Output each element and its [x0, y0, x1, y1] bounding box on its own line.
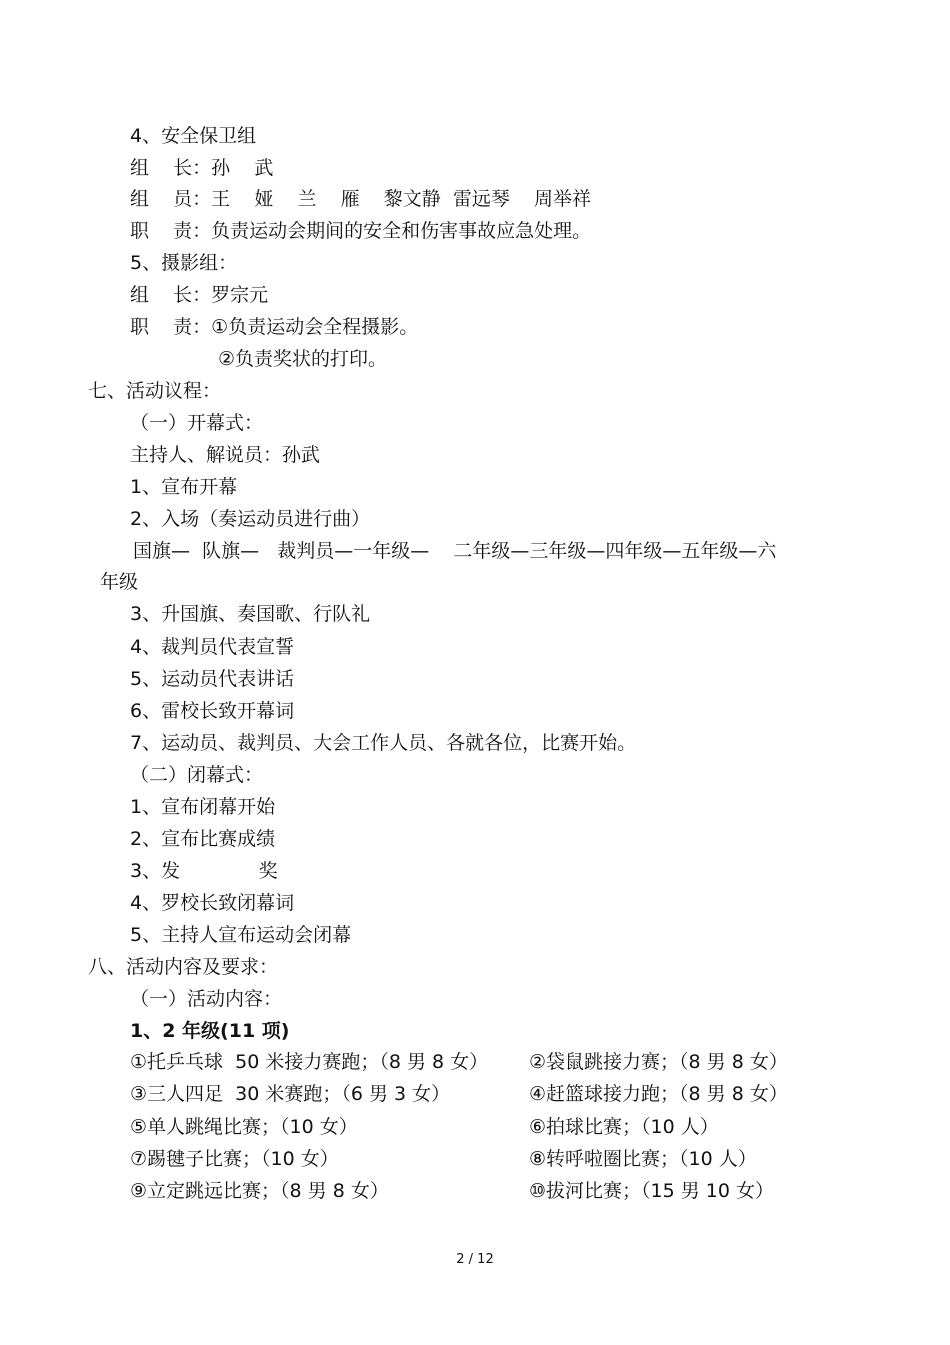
page-number: 2 / 12 — [456, 1252, 494, 1267]
event-item: ⑩拔河比赛；（15 男 10 女） — [529, 1180, 775, 1202]
security-group-leader: 组 长：孙 武 — [130, 157, 274, 179]
event-item: ⑦踢毽子比赛；（10 女） — [130, 1148, 339, 1170]
heading-content: 八、活动内容及要求： — [88, 956, 279, 978]
grade-heading: 1、2 年级(11 项) — [130, 1020, 290, 1042]
closing-item-5: 5、主持人宣布运动会闭幕 — [130, 924, 352, 946]
subheading-closing: （二）闭幕式： — [130, 764, 264, 786]
event-item: ⑨立定跳远比赛；（8 男 8 女） — [130, 1180, 389, 1202]
closing-item-1: 1、宣布闭幕开始 — [130, 796, 276, 818]
opening-item-3: 3、升国旗、奏国歌、行队礼 — [130, 603, 371, 625]
host-line: 主持人、解说员：孙武 — [130, 444, 321, 466]
closing-item-2: 2、宣布比赛成绩 — [130, 828, 276, 850]
photo-group-duty-1: 职 责：①负责运动会全程摄影。 — [130, 316, 419, 338]
section-security-group: 4、安全保卫组 — [130, 125, 257, 147]
event-item: ③三人四足 30 米赛跑；（6 男 3 女） — [130, 1083, 451, 1105]
opening-item-6: 6、雷校长致开幕词 — [130, 700, 295, 722]
procession-order: 国旗— 队旗— 裁判员—一年级— 二年级—三年级—四年级—五年级—六 — [133, 540, 777, 562]
closing-item-4: 4、罗校长致闭幕词 — [130, 892, 295, 914]
event-item: ⑧转呼啦圈比赛；（10 人） — [529, 1148, 757, 1170]
section-photo-group: 5、摄影组： — [130, 252, 238, 274]
subheading-opening: （一）开幕式： — [130, 412, 264, 434]
opening-item-7: 7、运动员、裁判员、大会工作人员、各就各位，比赛开始。 — [130, 732, 637, 754]
event-item: ①托乒乓球 50 米接力赛跑；（8 男 8 女） — [130, 1051, 489, 1073]
procession-order-cont: 年级 — [100, 571, 139, 593]
opening-item-1: 1、宣布开幕 — [130, 476, 238, 498]
opening-item-2: 2、入场（奏运动员进行曲） — [130, 508, 371, 530]
closing-item-3: 3、发 奖 — [130, 860, 278, 882]
photo-group-duty-2: ②负责奖状的打印。 — [218, 348, 388, 370]
event-item: ⑥拍球比赛；（10 人） — [529, 1116, 719, 1138]
subheading-activities: （一）活动内容： — [130, 988, 283, 1010]
event-item: ②袋鼠跳接力赛；（8 男 8 女） — [529, 1051, 788, 1073]
opening-item-5: 5、运动员代表讲话 — [130, 668, 295, 690]
opening-item-4: 4、裁判员代表宣誓 — [130, 636, 295, 658]
event-item: ④赶篮球接力跑；（8 男 8 女） — [529, 1083, 788, 1105]
security-group-members: 组 员：王 娅 兰 雁 黎文静 雷远琴 周举祥 — [130, 188, 592, 210]
event-item: ⑤单人跳绳比赛；（10 女） — [130, 1116, 358, 1138]
photo-group-leader: 组 长：罗宗元 — [130, 284, 269, 306]
heading-agenda: 七、活动议程： — [88, 380, 222, 402]
security-group-duty: 职 责：负责运动会期间的安全和伤害事故应急处理。 — [130, 220, 592, 242]
